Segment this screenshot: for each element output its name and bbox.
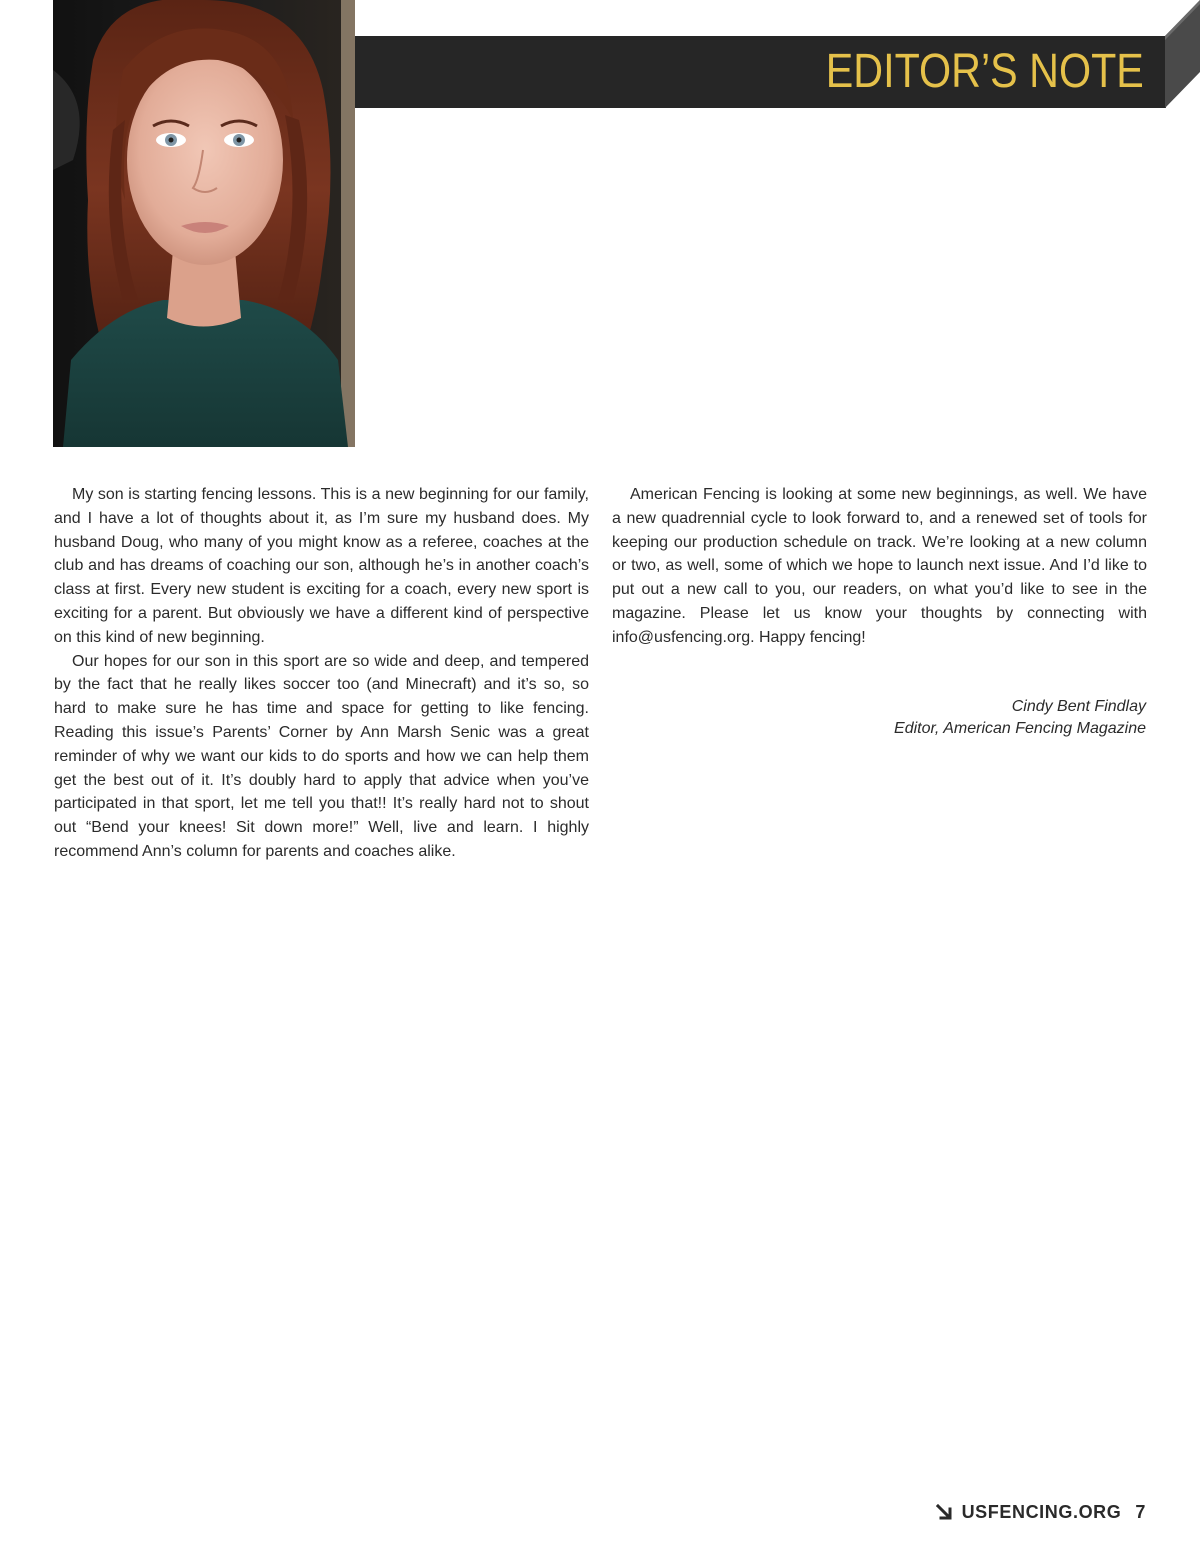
section-header-banner xyxy=(355,36,1166,108)
page-number: 7 xyxy=(1135,1501,1146,1522)
editor-portrait xyxy=(53,0,355,447)
section-title: EDITOR’S NOTE xyxy=(825,45,1144,98)
editor-name: Cindy Bent Findlay xyxy=(1011,698,1146,715)
editor-portrait-photo xyxy=(53,0,355,447)
page-footer xyxy=(936,1500,1146,1524)
editor-signature xyxy=(894,696,1146,739)
banner-bevel-decoration xyxy=(1165,0,1200,108)
article-paragraph: American Fencing is looking at some new beginnings, as well. We have a new quadrennial cycle to look forward to, and a renewed set of tools for keeping our production schedule on track. We’re looking at a new column or two, as well, some of which we hope to launch next issue. And I’d like to put out a new call to you, our readers, on what you’d like to see in the magazine. Please let us know your thoughts by connecting with info@usfencing.org. Happy fencing! xyxy=(612,486,1147,646)
footer-site-link[interactable]: USFENCING.ORG xyxy=(961,1501,1122,1522)
arrow-down-right-icon xyxy=(936,1504,952,1520)
editor-title: Editor, American Fencing Magazine xyxy=(894,719,1146,737)
article-paragraph: Our hopes for our son in this sport are so wide and deep, and tempered by the fact that he really likes soccer too (and Minecraft) and it’s so, so hard to make sure he has time and space for getting to like fencing. Reading this issue’s Parents’ Corner by Ann Marsh Senic was a great reminder of why we want our kids to do sports and how we can help them get the best out of it. It’s doubly hard to apply that advice when you’ve participated in that sport, let me tell you that!! It’s really hard not to shout out “Bend your knees! Sit down more!” Well, live and learn. I highly recommend Ann’s column for parents and coaches alike. xyxy=(54,652,589,860)
article-column-right xyxy=(612,483,1147,650)
article-column-left xyxy=(54,483,589,864)
article-paragraph: My son is starting fencing lessons. This is a new beginning for our family, and I have a lot of thoughts about it, as I’m sure my husband does. My husband Doug, who many of you might know as a referee, coaches at the club and has dreams of coaching our son, although he’s in another coach’s class at first. Every new student is exciting for a coach, every new sport is exciting for a parent. But obviously we have a different kind of perspective on this kind of new beginning. xyxy=(54,486,589,646)
